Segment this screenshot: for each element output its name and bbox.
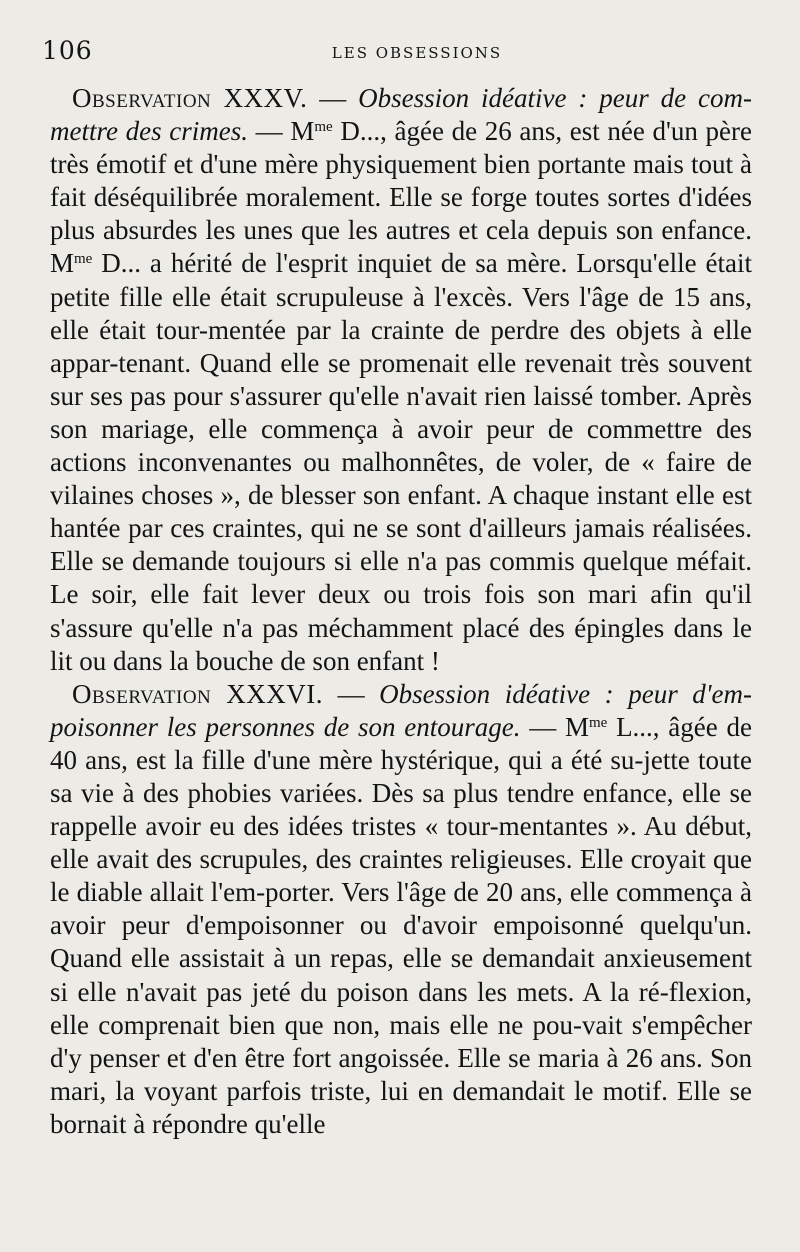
- observation-text: D... a hérité de l'esprit inquiet de sa mère. Lorsqu'elle était petite fille elle était scrupuleuse à l'excès. Vers l'âge de 15 ans, elle était tour-mentée par la crainte de perdre des objets à elle appar-tenant. Quand elle se promenait elle revenait très souvent sur ses pas pour s'assurer qu'elle n'avait rien laissé tomber. Après son mariage, elle commença à avoir peur de commettre des actions inconvenantes ou malhonnêtes, de voler, de « faire de vilaines choses », de blesser son enfant. A chaque instant elle est hantée par ces craintes, qui ne se sont d'ailleurs jamais réalisées. Elle se demande toujours si elle n'a pas commis quelque méfait. Le soir, elle fait lever deux ou trois fois son mari afin qu'il s'assure qu'elle n'a pas méchamment placé des épingles dans le lit ou dans la bouche de son enfant !: [50, 248, 752, 676]
- observation-text: — M: [520, 711, 589, 742]
- page-header: [40, 36, 754, 72]
- superscript: me: [74, 251, 93, 268]
- superscript: me: [588, 714, 608, 731]
- observation-text: D..., âgée de 26 ans, est née d'un père très émotif et d'une mère physiquement bien portante mais tout à fait déséquilibrée moralement. Elle se forge toutes sortes d'idées plus absurdes les unes que les autres et cela depuis son enfance. M: [50, 116, 753, 279]
- observation-title: Obsession idéative : peur d'em-poisonner les personnes de son entourage.: [50, 678, 753, 742]
- observation-text: L..., âgée de 40 ans, est la fille d'une mère hystérique, qui a été su-jette toute sa vie à des phobies variées. Dès sa plus tendre enfance, elle se rappelle avoir eu des idées tristes « tour-mentantes ». Au début, elle avait des scrupules, des craintes religieuses. Elle croyait que le diable allait l'em-porter. Vers l'âge de 20 ans, elle commença à avoir peur d'empoisonner ou d'avoir empoisonné quelqu'un. Quand elle assistait à un repas, elle se demandait anxieusement si elle n'avait pas jeté du poison dans les mets. A la ré-flexion, elle comprenait bien que non, mais elle ne pou-vait s'empêcher d'y penser et d'en être fort angoissée. Elle se maria à 26 ans. Son mari, la voyant parfois triste, lui en demandait le motif. Elle se bornait à répondre qu'elle: [50, 711, 752, 1139]
- observation-dash: —: [307, 83, 359, 113]
- observation-dash: —: [323, 678, 380, 709]
- observation-label: Observation XXXVI.: [72, 678, 324, 709]
- running-head: LES OBSESSIONS: [331, 44, 503, 62]
- page-body: [50, 82, 752, 1141]
- superscript: me: [314, 119, 333, 136]
- observation-paragraph: [50, 82, 752, 678]
- observation-label: Observation XXXV.: [72, 83, 308, 113]
- observation-paragraph: [50, 678, 752, 1141]
- page-number: 106: [42, 36, 93, 65]
- observation-text: — M: [248, 116, 315, 147]
- observation-title: Obsession idéative : peur de com-mettre des crimes.: [50, 83, 752, 147]
